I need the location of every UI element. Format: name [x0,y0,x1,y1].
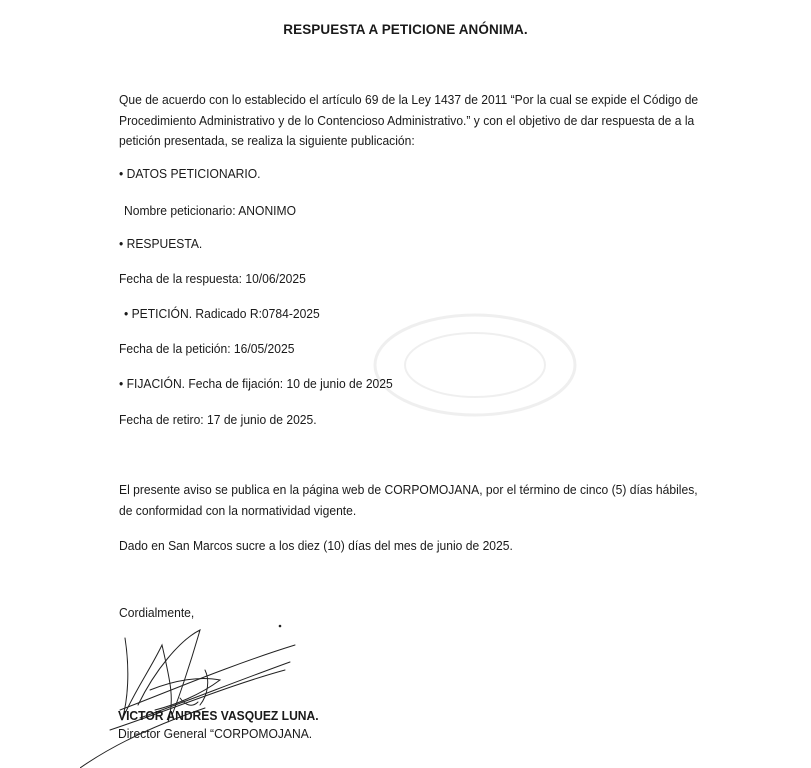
dado-en-line: Dado en San Marcos sucre a los diez (10) días del mes de junio de 2025. [119,538,513,553]
document-title: RESPUESTA A PETICIONE ANÓNIMA. [283,22,528,37]
fijacion-line: • FIJACIÓN. Fecha de fijación: 10 de junio de 2025 [119,376,393,391]
peticion-heading: • PETICIÓN. Radicado R:0784-2025 [124,306,320,321]
respuesta-heading: • RESPUESTA. [119,236,203,251]
aviso-paragraph: El presente aviso se publica en la página web de CORPOMOJANA, por el término de cinco (5) días hábiles, de conformidad con la normatividad vigente. [119,482,698,518]
signer-role: Director General “CORPOMOJANA. [118,726,313,741]
fecha-retiro: Fecha de retiro: 17 de junio de 2025. [119,412,317,427]
fecha-peticion: Fecha de la petición: 16/05/2025 [119,341,295,356]
closing-line: Cordialmente, [119,605,195,620]
intro-paragraph: Que de acuerdo con lo establecido el artículo 69 de la Ley 1437 de 2011 “Por la cual se expide el Código de Procedimiento Administrativo y de lo Contencioso Administrativo.” y con el objetivo de dar respuesta de a la petición presentada, se realiza la siguiente publicación: [119,92,699,148]
datos-peticionario-heading: • DATOS PETICIONARIO. [119,166,261,181]
faint-stamp-watermark [360,300,590,430]
signer-name: VICTOR ANDRES VASQUEZ LUNA. [118,708,319,723]
fecha-respuesta: Fecha de la respuesta: 10/06/2025 [119,271,306,286]
handwritten-signature [80,610,320,768]
nombre-peticionario: Nombre peticionario: ANONIMO [124,203,297,218]
